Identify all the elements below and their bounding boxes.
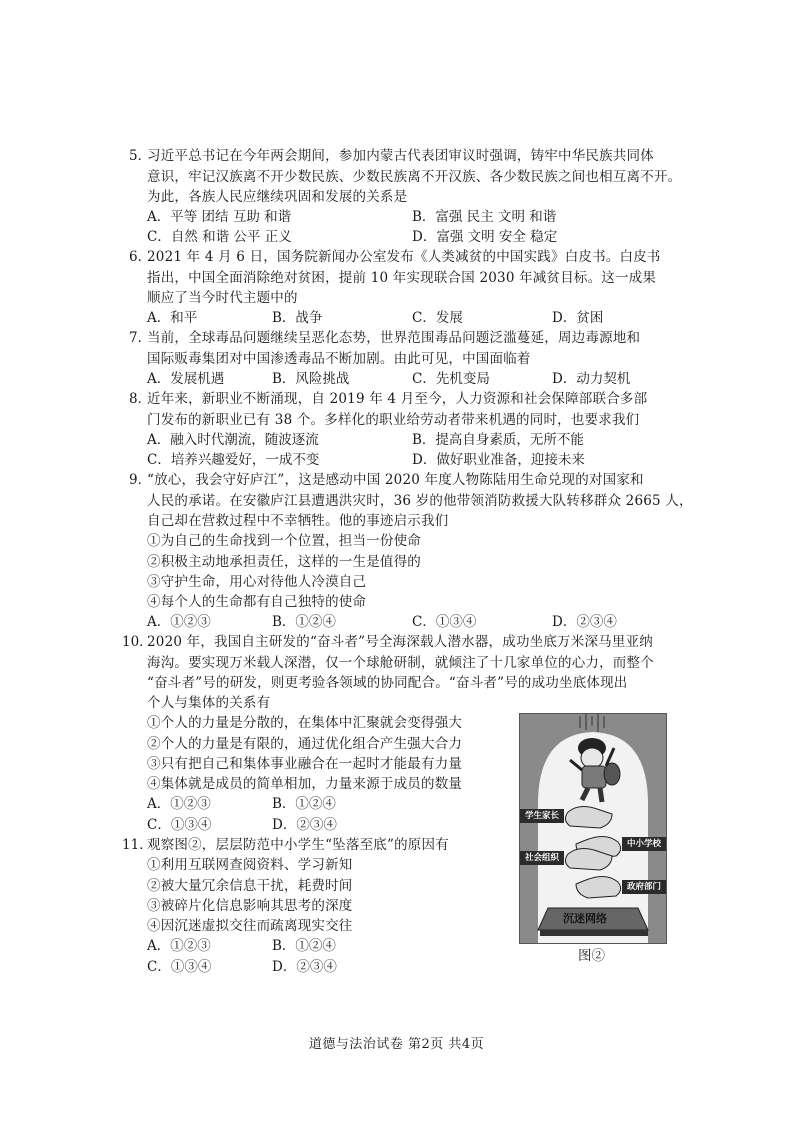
statement: ②个人的力量是有限的，通过优化组合产生强大合力 — [147, 736, 463, 752]
option-c: C．①③④ — [147, 817, 212, 833]
option-c: C．发展 — [412, 310, 463, 326]
option-a: A．和平 — [147, 310, 198, 326]
question-stem-line: 海沟。要实现万米载人深潜，仅一个球舱研制，就倾注了十几家单位的心力，而整个 — [147, 655, 654, 671]
statement: ①个人的力量是分散的，在集体中汇聚就会变得强大 — [147, 715, 463, 731]
question-number: 9． — [129, 472, 152, 488]
option-b: B．①②④ — [272, 796, 336, 812]
page-footer: 道德与法治试卷 第2页 共4页 — [308, 1037, 485, 1052]
option-d: D．贫困 — [552, 310, 604, 326]
label-internet-addiction: 沉迷网络 — [563, 912, 607, 925]
question-stem-line: 习近平总书记在今年两会期间，参加内蒙古代表团审议时强调，铸牢中华民族共同体 — [147, 148, 654, 164]
option-b: B．战争 — [272, 310, 323, 326]
question-stem-line: 指出，中国全面消除绝对贫困，提前 10 年实现联合国 2030 年减贫目标。这一成果 — [147, 270, 657, 286]
option-d: D．②③④ — [552, 614, 617, 630]
option-d: D．做好职业准备，迎接未来 — [412, 452, 585, 468]
question-stem-line: 意识，牢记汉族离不开少数民族、少数民族离不开汉族、各少数民族之间也相互离不开。 — [147, 169, 682, 185]
option-c: C．①③④ — [412, 614, 477, 630]
option-b: B．①②④ — [272, 614, 336, 630]
label-social-organizations: 社会组织 — [522, 852, 562, 865]
statement: ②被大量冗余信息干扰，耗费时间 — [147, 878, 353, 894]
question-stem-line: 个人与集体的关系有 — [147, 695, 271, 711]
statement: ①为自己的生命找到一个位置，担当一份使命 — [147, 533, 421, 549]
option-c: C．自然 和谐 公平 正义 — [147, 229, 292, 245]
option-a: A．融入时代潮流，随波逐流 — [147, 432, 319, 448]
question-stem-line: “奋斗者”号的研发，则更考验各领域的协同配合。“奋斗者”号的成功坐底体现出 — [147, 675, 628, 691]
question-stem-line: 近年来，新职业不断涌现，自 2019 年 4 月至今，人力资源和社会保障部联合多部 — [147, 391, 648, 407]
question-number: 5． — [129, 148, 152, 164]
statement: ③只有把自己和集体事业融合在一起时才能最有力量 — [147, 756, 463, 772]
question-stem-line: 当前，全球毒品问题继续呈恶化态势，世界范围毒品问题泛滥蔓延，周边毒源地和 — [147, 330, 641, 346]
question-stem-line: 观察图②，层层防范中小学生“坠落至底”的原因有 — [147, 837, 449, 853]
question-stem-line: 顺应了当今时代主题中的 — [147, 290, 298, 306]
option-d: D．富强 文明 安全 稳定 — [412, 229, 558, 245]
option-d: D．②③④ — [272, 817, 337, 833]
question-stem-line: 自己却在营救过程中不幸牺牲。他的事迹启示我们 — [147, 513, 449, 529]
question-stem-line: 人民的承诺。在安徽庐江县遭遇洪灾时，36 岁的他带领消防救援大队转移群众 2665 人， — [147, 493, 693, 509]
option-a: A．发展机遇 — [147, 371, 225, 387]
label-parents: 学生家长 — [522, 810, 562, 823]
statement: ④集体就是成员的简单相加，力量来源于成员的数量 — [147, 776, 463, 792]
cartoon-illustration — [520, 714, 666, 943]
question-stem-line: 2021 年 4 月 6 日，国务院新闻办公室发布《人类减贫的中国实践》白皮书。白皮书 — [147, 249, 661, 265]
option-a: A．①②③ — [147, 938, 211, 954]
question-number: 7． — [129, 330, 152, 346]
statement: ④每个人的生命都有自己独特的使命 — [147, 594, 367, 610]
question-stem-line: 2020 年，我国自主研发的“奋斗者”号全海深载人潜水器，成功坐底万米深马里亚纳 — [147, 634, 653, 650]
statement: ③被碎片化信息影响其思考的深度 — [147, 898, 353, 914]
figure-cartoon — [519, 713, 667, 944]
option-a: A．①②③ — [147, 796, 211, 812]
option-c: C．先机变局 — [412, 371, 490, 387]
question-stem-line: 国际贩毒集团对中国渗透毒品不断加剧。由此可见，中国面临着 — [147, 351, 531, 367]
option-d: D．动力契机 — [552, 371, 631, 387]
question-number: 6． — [129, 249, 152, 265]
question-number: 10． — [122, 634, 153, 650]
option-c: C．培养兴趣爱好，一成不变 — [147, 452, 320, 468]
statement: ④因沉迷虚拟交往而疏离现实交往 — [147, 918, 353, 934]
option-c: C．①③④ — [147, 959, 212, 975]
option-b: B．①②④ — [272, 938, 336, 954]
option-a: A．平等 团结 互助 和谐 — [147, 209, 292, 225]
question-stem-line: 为此，各族人民应继续巩固和发展的关系是 — [147, 189, 408, 205]
statement: ③守护生命，用心对待他人冷漠自己 — [147, 574, 367, 590]
option-a: A．①②③ — [147, 614, 211, 630]
question-number: 11． — [122, 837, 153, 853]
option-b: B．富强 民主 文明 和谐 — [412, 209, 557, 225]
statement: ①利用互联网查阅资料、学习新知 — [147, 857, 353, 873]
statement: ②积极主动地承担责任，这样的一生是值得的 — [147, 554, 421, 570]
question-stem-line: “放心，我会守好庐江”，这是感动中国 2020 年度人物陈陆用生命兑现的对国家和 — [147, 472, 644, 488]
question-stem-line: 门发布的新职业已有 38 个。多样化的职业给劳动者带来机遇的同时，也要求我们 — [147, 412, 640, 428]
figure-caption: 图② — [578, 948, 605, 964]
label-schools: 中小学校 — [624, 838, 664, 851]
question-number: 8． — [129, 391, 152, 407]
label-government: 政府部门 — [624, 881, 664, 894]
option-d: D．②③④ — [272, 959, 337, 975]
option-b: B．提高自身素质，无所不能 — [412, 432, 584, 448]
option-b: B．风险挑战 — [272, 371, 350, 387]
